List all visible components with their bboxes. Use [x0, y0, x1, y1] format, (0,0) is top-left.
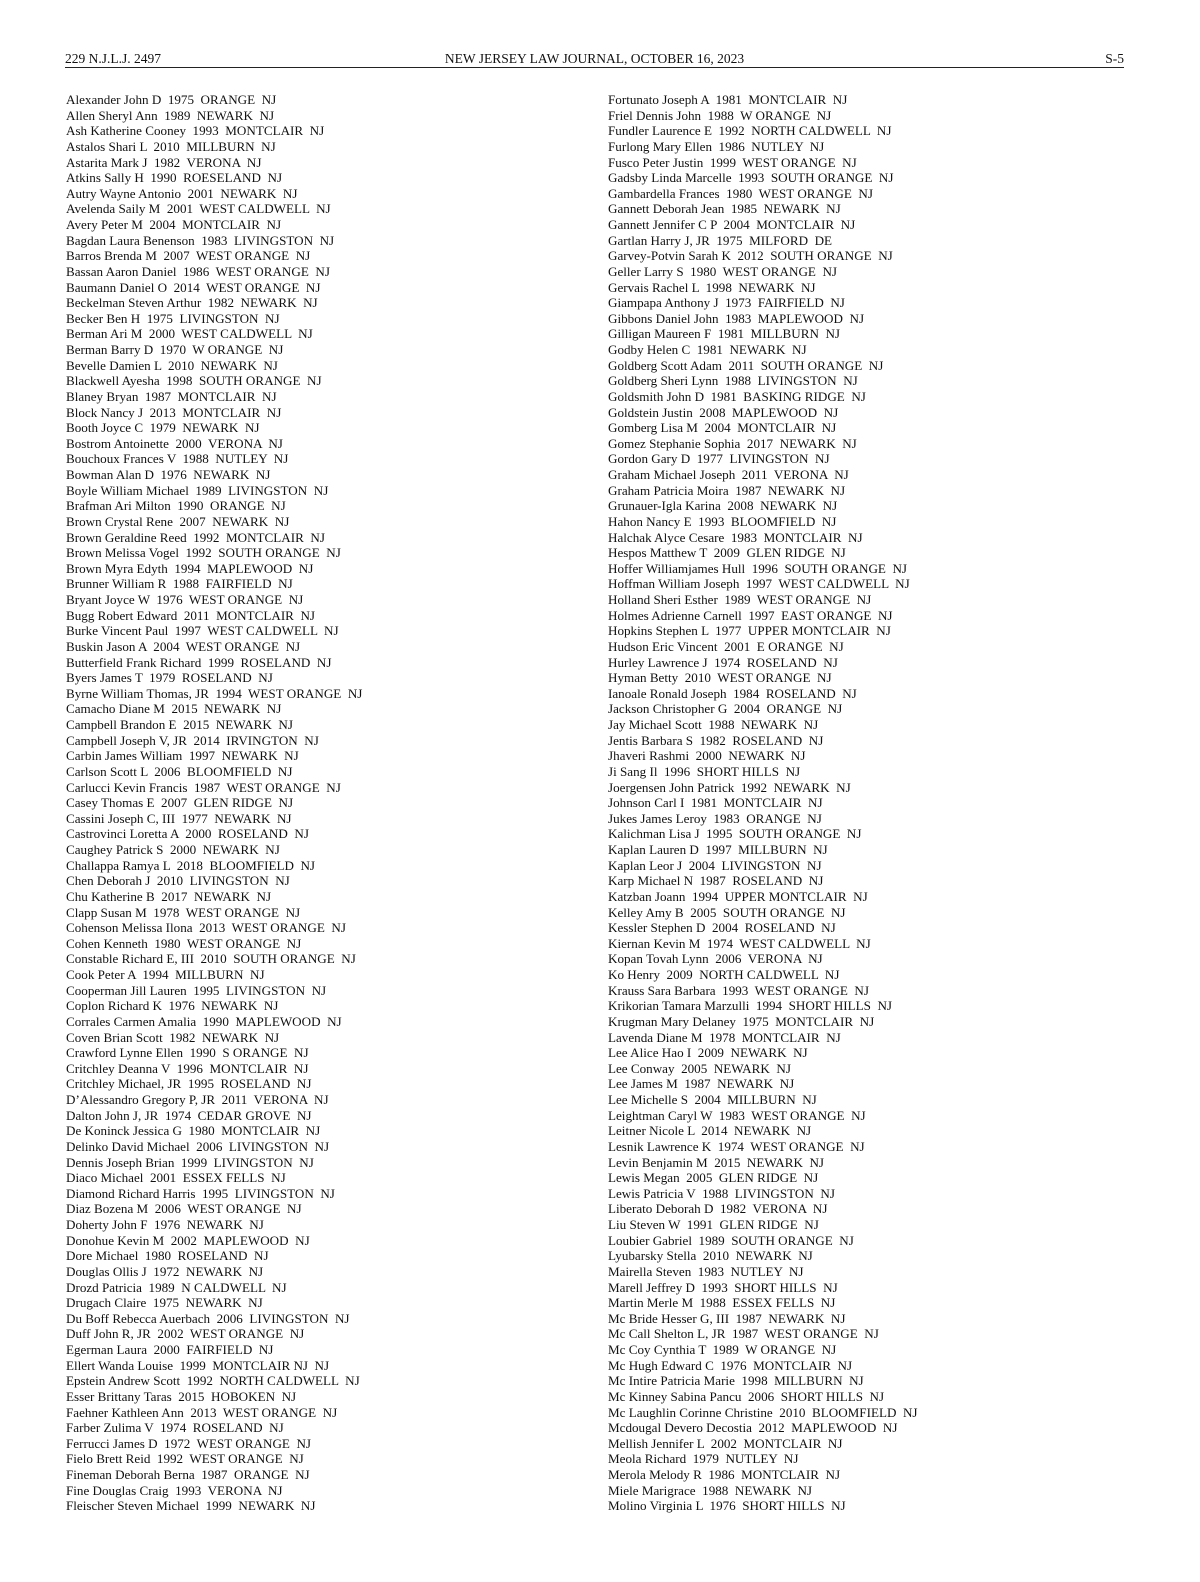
attorney-entry: Halchak Alyce Cesare 1983 MONTCLAIR NJ [608, 529, 863, 545]
attorney-entry: Esser Brittany Taras 2015 HOBOKEN NJ [66, 1388, 297, 1404]
attorney-entry: Faehner Kathleen Ann 2013 WEST ORANGE NJ [66, 1404, 338, 1420]
attorney-entry: Mellish Jennifer L 2002 MONTCLAIR NJ [608, 1435, 843, 1451]
attorney-entry: Marell Jeffrey D 1993 SHORT HILLS NJ [608, 1279, 838, 1295]
attorney-entry: Hahon Nancy E 1993 BLOOMFIELD NJ [608, 513, 837, 529]
attorney-entry: Becker Ben H 1975 LIVINGSTON NJ [66, 310, 280, 326]
attorney-entry: Egerman Laura 2000 FAIRFIELD NJ [66, 1342, 274, 1357]
attorney-entry: Drozd Patricia 1989 N CALDWELL NJ [66, 1279, 287, 1295]
attorney-entry: Brown Geraldine Reed 1992 MONTCLAIR NJ [66, 529, 325, 545]
attorney-entry: Clapp Susan M 1978 WEST ORANGE NJ [66, 904, 301, 920]
attorney-entry: Cook Peter A 1994 MILLBURN NJ [66, 967, 265, 982]
attorney-entry: Fusco Peter Justin 1999 WEST ORANGE NJ [608, 154, 857, 170]
attorney-entry: Brafman Ari Milton 1990 ORANGE NJ [66, 498, 286, 514]
attorney-entry: Lewis Megan 2005 GLEN RIDGE NJ [608, 1170, 819, 1186]
attorney-entry: Crawford Lynne Ellen 1990 S ORANGE NJ [66, 1045, 309, 1061]
attorney-entry: Dalton John J, JR 1974 CEDAR GROVE NJ [66, 1107, 312, 1123]
attorney-entry: Goldstein Justin 2008 MAPLEWOOD NJ [608, 404, 839, 420]
attorney-entry: Joergensen John Patrick 1992 NEWARK NJ [608, 779, 851, 795]
attorney-entry: Du Boff Rebecca Auerbach 2006 LIVINGSTON NJ [66, 1310, 350, 1326]
attorney-entry: Autry Wayne Antonio 2001 NEWARK NJ [66, 185, 298, 201]
attorney-entry: Astarita Mark J 1982 VERONA NJ [66, 154, 262, 170]
attorney-entry: Goldberg Sheri Lynn 1988 LIVINGSTON NJ [608, 373, 858, 389]
attorney-entry: Lee Alice Hao I 2009 NEWARK NJ [608, 1045, 808, 1061]
attorney-entry: Godby Helen C 1981 NEWARK NJ [608, 342, 807, 357]
attorney-entry: Mairella Steven 1983 NUTLEY NJ [608, 1263, 804, 1279]
attorney-entry: Bowman Alan D 1976 NEWARK NJ [66, 467, 271, 482]
attorney-entry: Dennis Joseph Brian 1999 LIVINGSTON NJ [66, 1154, 314, 1170]
attorney-entry: Diamond Richard Harris 1995 LIVINGSTON NJ [66, 1185, 335, 1201]
attorney-entry: Mc Hugh Edward C 1976 MONTCLAIR NJ [608, 1357, 853, 1373]
attorney-entry: Ferrucci James D 1972 WEST ORANGE NJ [66, 1435, 311, 1451]
attorney-entry: Friel Dennis John 1988 W ORANGE NJ [608, 107, 832, 123]
attorney-entry: Delinko David Michael 2006 LIVINGSTON NJ [66, 1138, 330, 1154]
attorney-entry: Critchley Michael, JR 1995 ROSELAND NJ [66, 1076, 312, 1092]
attorney-entry: Lee Conway 2005 NEWARK NJ [608, 1060, 791, 1076]
attorney-entry: Goldsmith John D 1981 BASKING RIDGE NJ [608, 388, 866, 404]
attorney-entry: Campbell Brandon E 2015 NEWARK NJ [66, 717, 293, 732]
attorney-entry: Martin Merle M 1988 ESSEX FELLS NJ [608, 1295, 836, 1311]
attorney-entry: Brown Melissa Vogel 1992 SOUTH ORANGE NJ [66, 545, 341, 561]
attorney-entry: Gadsby Linda Marcelle 1993 SOUTH ORANGE NJ [608, 170, 894, 186]
attorney-entry: Gomez Stephanie Sophia 2017 NEWARK NJ [608, 435, 857, 451]
attorney-entry: Krugman Mary Delaney 1975 MONTCLAIR NJ [608, 1013, 875, 1029]
attorney-entry: Jay Michael Scott 1988 NEWARK NJ [608, 717, 819, 732]
attorney-entry: Lee James M 1987 NEWARK NJ [608, 1076, 795, 1092]
attorney-entry: Challappa Ramya L 2018 BLOOMFIELD NJ [66, 857, 315, 873]
attorney-entry: Gannett Jennifer C P 2004 MONTCLAIR NJ [608, 217, 856, 232]
attorney-entry: Lesnik Lawrence K 1974 WEST ORANGE NJ [608, 1138, 865, 1154]
attorney-entry: Byers James T 1979 ROSELAND NJ [66, 670, 273, 686]
attorney-entry: Berman Barry D 1970 W ORANGE NJ [66, 342, 284, 357]
attorney-entry: Drugach Claire 1975 NEWARK NJ [66, 1295, 263, 1311]
attorney-entry: Berman Ari M 2000 WEST CALDWELL NJ [66, 326, 313, 342]
attorney-entry: Hurley Lawrence J 1974 ROSELAND NJ [608, 654, 838, 670]
attorney-entry: Kaplan Lauren D 1997 MILLBURN NJ [608, 842, 828, 857]
attorney-entry: Carlucci Kevin Francis 1987 WEST ORANGE NJ [66, 779, 341, 795]
attorney-entry: Atkins Sally H 1990 ROESELAND NJ [66, 170, 283, 186]
attorney-entry: Bostrom Antoinette 2000 VERONA NJ [66, 435, 283, 451]
page-header [65, 50, 1124, 68]
attorney-entry: Fineman Deborah Berna 1987 ORANGE NJ [66, 1467, 310, 1482]
attorney-entry: Bugg Robert Edward 2011 MONTCLAIR NJ [66, 607, 316, 623]
attorney-entry: Ji Sang Il 1996 SHORT HILLS NJ [608, 763, 801, 779]
attorney-entry: Levin Benjamin M 2015 NEWARK NJ [608, 1154, 825, 1170]
attorney-entry: Grunauer-Igla Karina 2008 NEWARK NJ [608, 498, 838, 514]
attorney-entry: Mc Laughlin Corinne Christine 2010 BLOOMFIELD NJ [608, 1404, 918, 1420]
attorney-entry: Hudson Eric Vincent 2001 E ORANGE NJ [608, 638, 844, 654]
attorney-entry: Castrovinci Loretta A 2000 ROSELAND NJ [66, 826, 309, 842]
attorney-entry: Miele Marigrace 1988 NEWARK NJ [608, 1482, 812, 1498]
attorney-entry: Merola Melody R 1986 MONTCLAIR NJ [608, 1467, 841, 1482]
attorney-entry: Astalos Shari L 2010 MILLBURN NJ [66, 138, 276, 154]
attorney-entry: Katzban Joann 1994 UPPER MONTCLAIR NJ [608, 888, 868, 904]
attorney-entry: Bevelle Damien L 2010 NEWARK NJ [66, 357, 278, 373]
attorney-entry: Gervais Rachel L 1998 NEWARK NJ [608, 279, 816, 295]
attorney-entry: Coven Brian Scott 1982 NEWARK NJ [66, 1029, 280, 1045]
attorney-entry: Butterfield Frank Richard 1999 ROSELAND NJ [66, 654, 332, 670]
attorney-entry: Carbin James William 1997 NEWARK NJ [66, 748, 299, 764]
attorney-entry: Casey Thomas E 2007 GLEN RIDGE NJ [66, 795, 294, 811]
attorney-entry: Fortunato Joseph A 1981 MONTCLAIR NJ [608, 92, 848, 107]
attorney-entry: Ellert Wanda Louise 1999 MONTCLAIR NJ NJ [66, 1357, 330, 1373]
attorney-entry: Blaney Bryan 1987 MONTCLAIR NJ [66, 388, 277, 404]
attorney-entry: Campbell Joseph V, JR 2014 IRVINGTON NJ [66, 732, 319, 748]
attorney-entry: Jukes James Leroy 1983 ORANGE NJ [608, 810, 822, 826]
attorney-entry: Baumann Daniel O 2014 WEST ORANGE NJ [66, 279, 321, 295]
attorney-entry: Hoffman William Joseph 1997 WEST CALDWELL NJ [608, 576, 910, 592]
attorney-entry: Camacho Diane M 2015 NEWARK NJ [66, 701, 282, 717]
attorney-entry: Duff John R, JR 2002 WEST ORANGE NJ [66, 1326, 305, 1342]
attorney-entry: Bouchoux Frances V 1988 NUTLEY NJ [66, 451, 289, 467]
attorney-entry: Block Nancy J 2013 MONTCLAIR NJ [66, 404, 282, 420]
attorney-entry: Alexander John D 1975 ORANGE NJ [66, 92, 277, 107]
attorney-entry: Bagdan Laura Benenson 1983 LIVINGSTON NJ [66, 232, 335, 248]
attorney-entry: Avelenda Saily M 2001 WEST CALDWELL NJ [66, 201, 331, 217]
attorney-entry: Coplon Richard K 1976 NEWARK NJ [66, 998, 279, 1014]
attorney-entry: Buskin Jason A 2004 WEST ORANGE NJ [66, 638, 301, 654]
attorney-entry: Beckelman Steven Arthur 1982 NEWARK NJ [66, 295, 318, 311]
listing-column-right [608, 92, 1118, 1514]
attorney-entry: Loubier Gabriel 1989 SOUTH ORANGE NJ [608, 1232, 854, 1248]
attorney-entry: Geller Larry S 1980 WEST ORANGE NJ [608, 263, 837, 279]
attorney-entry: Ianoale Ronald Joseph 1984 ROSELAND NJ [608, 685, 857, 701]
attorney-entry: Jentis Barbara S 1982 ROSELAND NJ [608, 732, 824, 748]
attorney-entry: Diaz Bozena M 2006 WEST ORANGE NJ [66, 1201, 302, 1217]
attorney-entry: Ko Henry 2009 NORTH CALDWELL NJ [608, 967, 840, 982]
attorney-entry: Donohue Kevin M 2002 MAPLEWOOD NJ [66, 1232, 310, 1248]
attorney-entry: Graham Michael Joseph 2011 VERONA NJ [608, 467, 849, 482]
attorney-entry: Barros Brenda M 2007 WEST ORANGE NJ [66, 248, 311, 264]
attorney-entry: Goldberg Scott Adam 2011 SOUTH ORANGE NJ [608, 357, 884, 373]
attorney-entry: Furlong Mary Ellen 1986 NUTLEY NJ [608, 138, 825, 154]
page-number: S-5 [1105, 51, 1124, 66]
attorney-entry: Fine Douglas Craig 1993 VERONA NJ [66, 1482, 283, 1498]
attorney-entry: Cassini Joseph C, III 1977 NEWARK NJ [66, 810, 292, 826]
listing-column-left [66, 92, 566, 1514]
publication-title: NEW JERSEY LAW JOURNAL, OCTOBER 16, 2023 [444, 51, 745, 66]
attorney-entry: Bassan Aaron Daniel 1986 WEST ORANGE NJ [66, 263, 330, 279]
attorney-entry: Brown Crystal Rene 2007 NEWARK NJ [66, 513, 290, 529]
attorney-entry: Kessler Stephen D 2004 ROSELAND NJ [608, 920, 836, 936]
attorney-entry: Mcdougal Devero Decostia 2012 MAPLEWOOD NJ [608, 1420, 898, 1436]
attorney-entry: Mc Intire Patricia Marie 1998 MILLBURN NJ [608, 1373, 864, 1389]
attorney-entry: Molino Virginia L 1976 SHORT HILLS NJ [608, 1498, 846, 1514]
attorney-entry: Liu Steven W 1991 GLEN RIDGE NJ [608, 1217, 819, 1232]
attorney-entry: Ash Katherine Cooney 1993 MONTCLAIR NJ [66, 123, 325, 139]
attorney-entry: Caughey Patrick S 2000 NEWARK NJ [66, 842, 280, 857]
attorney-entry: Mc Bride Hesser G, III 1987 NEWARK NJ [608, 1310, 846, 1326]
attorney-entry: Chen Deborah J 2010 LIVINGSTON NJ [66, 873, 290, 889]
attorney-entry: Kiernan Kevin M 1974 WEST CALDWELL NJ [608, 935, 871, 951]
attorney-entry: Epstein Andrew Scott 1992 NORTH CALDWELL NJ [66, 1373, 360, 1389]
attorney-entry: Constable Richard E, III 2010 SOUTH ORANGE NJ [66, 951, 356, 967]
attorney-entry: Diaco Michael 2001 ESSEX FELLS NJ [66, 1170, 286, 1186]
attorney-entry: D’Alessandro Gregory P, JR 2011 VERONA NJ [66, 1092, 329, 1107]
attorney-entry: Critchley Deanna V 1996 MONTCLAIR NJ [66, 1060, 309, 1076]
attorney-entry: Cooperman Jill Lauren 1995 LIVINGSTON NJ [66, 982, 327, 998]
attorney-entry: Cohenson Melissa Ilona 2013 WEST ORANGE NJ [66, 920, 346, 936]
attorney-entry: Gannett Deborah Jean 1985 NEWARK NJ [608, 201, 841, 217]
attorney-entry: Byrne William Thomas, JR 1994 WEST ORANGE NJ [66, 685, 363, 701]
attorney-entry: Garvey-Potvin Sarah K 2012 SOUTH ORANGE NJ [608, 248, 893, 264]
attorney-entry: Liberato Deborah D 1982 VERONA NJ [608, 1201, 828, 1217]
attorney-entry: Johnson Carl I 1981 MONTCLAIR NJ [608, 795, 823, 811]
attorney-entry: Carlson Scott L 2006 BLOOMFIELD NJ [66, 763, 293, 779]
attorney-entry: Holmes Adrienne Carnell 1997 EAST ORANGE NJ [608, 607, 893, 623]
attorney-entry: Krikorian Tamara Marzulli 1994 SHORT HILLS NJ [608, 998, 893, 1014]
attorney-entry: Gordon Gary D 1977 LIVINGSTON NJ [608, 451, 830, 467]
attorney-entry: Dore Michael 1980 ROSELAND NJ [66, 1248, 269, 1264]
attorney-entry: Karp Michael N 1987 ROSELAND NJ [608, 873, 824, 889]
attorney-entry: Hopkins Stephen L 1977 UPPER MONTCLAIR NJ [608, 623, 891, 639]
attorney-entry: Mc Coy Cynthia T 1989 W ORANGE NJ [608, 1342, 837, 1357]
attorney-entry: Leitner Nicole L 2014 NEWARK NJ [608, 1123, 812, 1139]
attorney-entry: Brown Myra Edyth 1994 MAPLEWOOD NJ [66, 560, 314, 576]
attorney-entry: De Koninck Jessica G 1980 MONTCLAIR NJ [66, 1123, 321, 1139]
attorney-entry: Hyman Betty 2010 WEST ORANGE NJ [608, 670, 832, 686]
attorney-entry: Fielo Brett Reid 1992 WEST ORANGE NJ [66, 1451, 304, 1467]
attorney-entry: Lyubarsky Stella 2010 NEWARK NJ [608, 1248, 813, 1264]
attorney-entry: Avery Peter M 2004 MONTCLAIR NJ [66, 217, 282, 232]
attorney-entry: Holland Sheri Esther 1989 WEST ORANGE NJ [608, 592, 872, 607]
attorney-entry: Corrales Carmen Amalia 1990 MAPLEWOOD NJ [66, 1013, 342, 1029]
attorney-entry: Doherty John F 1976 NEWARK NJ [66, 1217, 264, 1232]
attorney-entry: Chu Katherine B 2017 NEWARK NJ [66, 888, 272, 904]
attorney-entry: Graham Patricia Moira 1987 NEWARK NJ [608, 482, 846, 498]
attorney-entry: Lewis Patricia V 1988 LIVINGSTON NJ [608, 1185, 835, 1201]
journal-citation: 229 N.J.L.J. 2497 [65, 51, 162, 66]
attorney-entry: Leightman Caryl W 1983 WEST ORANGE NJ [608, 1107, 866, 1123]
attorney-entry: Gambardella Frances 1980 WEST ORANGE NJ [608, 185, 873, 201]
attorney-entry: Fundler Laurence E 1992 NORTH CALDWELL NJ [608, 123, 892, 139]
attorney-entry: Fleischer Steven Michael 1999 NEWARK NJ [66, 1498, 316, 1514]
attorney-entry: Mc Call Shelton L, JR 1987 WEST ORANGE NJ [608, 1326, 879, 1342]
attorney-entry: Brunner William R 1988 FAIRFIELD NJ [66, 576, 293, 592]
attorney-entry: Bryant Joyce W 1976 WEST ORANGE NJ [66, 592, 304, 607]
attorney-entry: Booth Joyce C 1979 NEWARK NJ [66, 420, 260, 436]
attorney-entry: Douglas Ollis J 1972 NEWARK NJ [66, 1263, 264, 1279]
attorney-entry: Krauss Sara Barbara 1993 WEST ORANGE NJ [608, 982, 869, 998]
attorney-entry: Cohen Kenneth 1980 WEST ORANGE NJ [66, 935, 302, 951]
attorney-entry: Hoffer Williamjames Hull 1996 SOUTH ORANGE NJ [608, 560, 908, 576]
attorney-entry: Lavenda Diane M 1978 MONTCLAIR NJ [608, 1029, 841, 1045]
attorney-entry: Blackwell Ayesha 1998 SOUTH ORANGE NJ [66, 373, 322, 389]
attorney-entry: Kopan Tovah Lynn 2006 VERONA NJ [608, 951, 823, 967]
attorney-entry: Gomberg Lisa M 2004 MONTCLAIR NJ [608, 420, 837, 436]
attorney-entry: Meola Richard 1979 NUTLEY NJ [608, 1451, 799, 1467]
attorney-entry: Kelley Amy B 2005 SOUTH ORANGE NJ [608, 904, 846, 920]
attorney-entry: Hespos Matthew T 2009 GLEN RIDGE NJ [608, 545, 846, 561]
attorney-entry: Jackson Christopher G 2004 ORANGE NJ [608, 701, 843, 717]
attorney-entry: Allen Sheryl Ann 1989 NEWARK NJ [66, 107, 275, 123]
attorney-entry: Mc Kinney Sabina Pancu 2006 SHORT HILLS NJ [608, 1388, 885, 1404]
attorney-entry: Farber Zulima V 1974 ROSELAND NJ [66, 1420, 284, 1436]
attorney-entry: Gilligan Maureen F 1981 MILLBURN NJ [608, 326, 841, 342]
attorney-entry: Jhaveri Rashmi 2000 NEWARK NJ [608, 748, 806, 764]
attorney-entry: Boyle William Michael 1989 LIVINGSTON NJ [66, 482, 329, 498]
attorney-entry: Kaplan Leor J 2004 LIVINGSTON NJ [608, 857, 822, 873]
attorney-entry: Lee Michelle S 2004 MILLBURN NJ [608, 1092, 817, 1107]
attorney-entry: Burke Vincent Paul 1997 WEST CALDWELL NJ [66, 623, 339, 639]
attorney-entry: Gibbons Daniel John 1983 MAPLEWOOD NJ [608, 310, 865, 326]
attorney-entry: Gartlan Harry J, JR 1975 MILFORD DE [608, 232, 833, 248]
attorney-entry: Kalichman Lisa J 1995 SOUTH ORANGE NJ [608, 826, 862, 842]
attorney-entry: Giampapa Anthony J 1973 FAIRFIELD NJ [608, 295, 845, 311]
